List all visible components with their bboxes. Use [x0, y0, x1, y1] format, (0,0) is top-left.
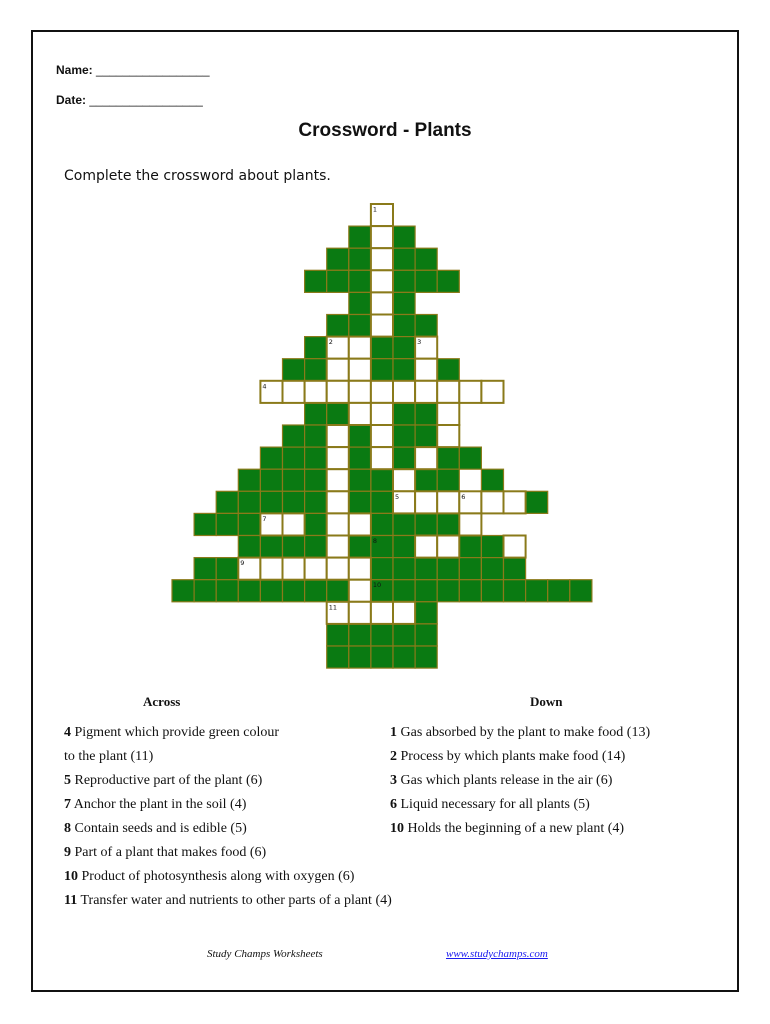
answer-cell[interactable]: [437, 403, 459, 425]
answer-cell[interactable]: [371, 381, 393, 403]
clue-number: 9: [64, 845, 71, 860]
answer-cell[interactable]: [349, 337, 371, 359]
tree-cell: [327, 270, 349, 292]
tree-cell: [570, 580, 592, 602]
tree-cell: [459, 536, 481, 558]
answer-cell[interactable]: [349, 381, 371, 403]
tree-cell: [415, 646, 437, 668]
tree-cell: [194, 513, 216, 535]
tree-cell: [526, 580, 548, 602]
tree-cell: [305, 491, 327, 513]
answer-cell[interactable]: [371, 292, 393, 314]
tree-cell: [371, 558, 393, 580]
tree-cell: [305, 580, 327, 602]
clue-text-continued: to the plant (11): [64, 749, 154, 764]
tree-cell: [393, 337, 415, 359]
answer-cell[interactable]: [349, 359, 371, 381]
clue-number: 3: [390, 773, 397, 788]
answer-cell[interactable]: [437, 425, 459, 447]
tree-cell: [238, 580, 260, 602]
tree-cell: [504, 558, 526, 580]
tree-cell: [283, 469, 305, 491]
answer-cell[interactable]: [371, 403, 393, 425]
tree-cell: [283, 425, 305, 447]
tree-cell: [393, 646, 415, 668]
clue-number-8: 8: [372, 537, 378, 545]
clue-number: 2: [390, 749, 397, 764]
page-title: Crossword - Plants: [298, 120, 472, 141]
tree-cell: [415, 558, 437, 580]
answer-cell[interactable]: [371, 226, 393, 248]
tree-cell: [415, 270, 437, 292]
answer-cell[interactable]: [327, 491, 349, 513]
clue-number-4: 4: [262, 382, 267, 391]
clue-item: [390, 769, 650, 793]
tree-cell: [238, 513, 260, 535]
clue-number: 5: [64, 773, 71, 788]
answer-cell[interactable]: [327, 425, 349, 447]
tree-cell: [371, 469, 393, 491]
clue-text: Process by which plants make food (14): [397, 749, 626, 764]
tree-cell: [393, 248, 415, 270]
answer-cell[interactable]: [305, 381, 327, 403]
tree-cell: [216, 558, 238, 580]
clue-item: [64, 769, 392, 793]
answer-cell[interactable]: [415, 447, 437, 469]
tree-cell: [260, 469, 282, 491]
tree-cell: [283, 447, 305, 469]
answer-cell[interactable]: [283, 513, 305, 535]
tree-cell: [437, 359, 459, 381]
tree-cell: [371, 359, 393, 381]
answer-cell[interactable]: [437, 491, 459, 513]
tree-cell: [305, 337, 327, 359]
answer-cell[interactable]: [481, 381, 503, 403]
clue-text: Pigment which provide green colour: [71, 725, 280, 740]
tree-cell: [194, 580, 216, 602]
tree-cell: [327, 315, 349, 337]
tree-cell: [283, 359, 305, 381]
clue-number-3: 3: [417, 338, 422, 347]
tree-cell: [260, 536, 282, 558]
tree-cell: [459, 447, 481, 469]
answer-cell[interactable]: [260, 558, 282, 580]
tree-cell: [349, 248, 371, 270]
answer-cell[interactable]: [393, 381, 415, 403]
answer-cell[interactable]: [283, 558, 305, 580]
tree-cell: [194, 558, 216, 580]
tree-cell: [283, 491, 305, 513]
clue-number: 10: [390, 821, 404, 836]
tree-cell: [327, 624, 349, 646]
tree-cell: [216, 580, 238, 602]
clue-item: [64, 865, 392, 889]
clue-number: 8: [64, 821, 71, 836]
tree-cell: [238, 491, 260, 513]
tree-cell: [349, 315, 371, 337]
clue-number: 11: [64, 893, 78, 908]
answer-cell[interactable]: [415, 381, 437, 403]
answer-cell[interactable]: [415, 536, 437, 558]
clue-text: Reproductive part of the plant (6): [71, 773, 263, 788]
clue-number-9: 9: [240, 559, 245, 568]
clue-number: 10: [64, 869, 78, 884]
tree-cell: [305, 469, 327, 491]
clue-text: Anchor the plant in the soil (4): [71, 797, 247, 812]
tree-cell: [437, 513, 459, 535]
answer-cell[interactable]: [349, 580, 371, 602]
answer-cell[interactable]: [415, 491, 437, 513]
tree-cell: [216, 491, 238, 513]
clue-item: [390, 721, 650, 745]
tree-cell: [481, 469, 503, 491]
footer-brand: Study Champs Worksheets: [207, 948, 323, 960]
answer-cell[interactable]: [393, 469, 415, 491]
date-blank[interactable]: _________________: [89, 93, 203, 107]
tree-cell: [415, 580, 437, 602]
tree-cell: [283, 580, 305, 602]
tree-cell: [349, 491, 371, 513]
tree-cell: [327, 580, 349, 602]
tree-cell: [481, 558, 503, 580]
clue-item: [64, 721, 392, 745]
tree-cell: [305, 536, 327, 558]
tree-cell: [371, 624, 393, 646]
tree-cell: [327, 248, 349, 270]
clue-number: 1: [390, 725, 397, 740]
answer-cell[interactable]: [393, 602, 415, 624]
answer-cell[interactable]: [305, 558, 327, 580]
answer-cell[interactable]: [327, 381, 349, 403]
tree-cell: [415, 315, 437, 337]
answer-cell[interactable]: [371, 315, 393, 337]
tree-cell: [393, 580, 415, 602]
clue-item: [390, 817, 650, 841]
tree-cell: [349, 270, 371, 292]
name-label: Name:: [56, 63, 93, 77]
clue-number-7: 7: [262, 514, 267, 523]
tree-cell: [437, 558, 459, 580]
footer-link[interactable]: www.studychamps.com: [446, 948, 548, 960]
tree-cell: [172, 580, 194, 602]
tree-cell: [393, 513, 415, 535]
tree-cell: [349, 536, 371, 558]
answer-cell[interactable]: [327, 536, 349, 558]
answer-cell[interactable]: [371, 425, 393, 447]
tree-cell: [305, 403, 327, 425]
answer-cell[interactable]: [504, 491, 526, 513]
tree-cell: [371, 337, 393, 359]
answer-cell[interactable]: [371, 248, 393, 270]
tree-cell: [349, 425, 371, 447]
answer-cell[interactable]: [349, 602, 371, 624]
answer-cell[interactable]: [349, 403, 371, 425]
clue-item: [390, 793, 650, 817]
tree-cell: [305, 425, 327, 447]
tree-cell: [548, 580, 570, 602]
clue-text: Contain seeds and is edible (5): [71, 821, 247, 836]
clue-number-11: 11: [328, 603, 337, 612]
answer-cell[interactable]: [283, 381, 305, 403]
clue-number-1: 1: [372, 205, 378, 214]
tree-cell: [260, 447, 282, 469]
answer-cell[interactable]: [327, 447, 349, 469]
tree-cell: [393, 558, 415, 580]
answer-cell[interactable]: [481, 491, 503, 513]
clue-number-2: 2: [328, 338, 333, 347]
tree-cell: [393, 536, 415, 558]
across-clue-list: [64, 721, 392, 913]
tree-cell: [349, 447, 371, 469]
tree-cell: [415, 425, 437, 447]
tree-cell: [415, 624, 437, 646]
answer-cell[interactable]: [371, 270, 393, 292]
clue-number-10: 10: [372, 581, 382, 590]
clue-item: [390, 745, 650, 769]
tree-cell: [526, 491, 548, 513]
tree-cell: [393, 270, 415, 292]
tree-cell: [393, 403, 415, 425]
clue-text: Liquid necessary for all plants (5): [397, 797, 590, 812]
tree-cell: [393, 425, 415, 447]
tree-cell: [415, 602, 437, 624]
across-heading: Across: [143, 694, 181, 709]
tree-cell: [415, 469, 437, 491]
answer-cell[interactable]: [327, 513, 349, 535]
tree-cell: [349, 624, 371, 646]
tree-cell: [327, 646, 349, 668]
clue-number: 4: [64, 725, 71, 740]
tree-cell: [305, 359, 327, 381]
answer-cell[interactable]: [437, 536, 459, 558]
answer-cell[interactable]: [327, 469, 349, 491]
clue-text: Gas absorbed by the plant to make food (13): [397, 725, 651, 740]
clue-item: [64, 841, 392, 865]
instruction-text: Complete the crossword about plants.: [64, 168, 331, 184]
answer-cell[interactable]: [349, 513, 371, 535]
answer-cell[interactable]: [437, 381, 459, 403]
tree-cell: [238, 536, 260, 558]
down-clue-list: [390, 721, 650, 841]
tree-cell: [459, 558, 481, 580]
tree-cell: [283, 536, 305, 558]
tree-cell: [393, 315, 415, 337]
clue-text: Gas which plants release in the air (6): [397, 773, 613, 788]
tree-cell: [415, 248, 437, 270]
answer-cell[interactable]: [415, 359, 437, 381]
tree-cell: [349, 226, 371, 248]
clue-item: [64, 817, 392, 841]
tree-cell: [393, 292, 415, 314]
clue-text: Transfer water and nutrients to other parts of a plant (4): [77, 893, 392, 908]
tree-cell: [393, 624, 415, 646]
clue-item: [64, 889, 392, 913]
down-heading: Down: [530, 694, 563, 709]
answer-cell[interactable]: [371, 447, 393, 469]
tree-cell: [393, 447, 415, 469]
tree-cell: [327, 403, 349, 425]
tree-cell: [305, 513, 327, 535]
tree-cell: [437, 580, 459, 602]
tree-cell: [393, 359, 415, 381]
date-label: Date:: [56, 93, 87, 107]
clue-number: 6: [390, 797, 397, 812]
answer-cell[interactable]: [504, 536, 526, 558]
tree-cell: [504, 580, 526, 602]
tree-cell: [371, 646, 393, 668]
answer-cell[interactable]: [349, 558, 371, 580]
tree-cell: [260, 491, 282, 513]
tree-cell: [415, 513, 437, 535]
clue-text: Part of a plant that makes food (6): [71, 845, 267, 860]
name-blank[interactable]: _________________: [96, 63, 210, 77]
clue-text: Product of photosynthesis along with oxygen (6): [78, 869, 355, 884]
tree-cell: [349, 469, 371, 491]
tree-cell: [437, 270, 459, 292]
answer-cell[interactable]: [459, 513, 481, 535]
tree-cell: [459, 580, 481, 602]
tree-cell: [349, 292, 371, 314]
tree-cell: [437, 447, 459, 469]
tree-cell: [481, 536, 503, 558]
answer-cell[interactable]: [459, 381, 481, 403]
tree-cell: [415, 403, 437, 425]
clue-text: Holds the beginning of a new plant (4): [404, 821, 625, 836]
answer-cell[interactable]: [327, 558, 349, 580]
tree-cell: [371, 513, 393, 535]
tree-cell: [305, 270, 327, 292]
tree-cell: [481, 580, 503, 602]
tree-cell: [393, 226, 415, 248]
answer-cell[interactable]: [371, 602, 393, 624]
tree-cell: [349, 646, 371, 668]
clue-item: [64, 793, 392, 817]
tree-cell: [238, 469, 260, 491]
tree-cell: [371, 491, 393, 513]
clue-number-5: 5: [395, 492, 400, 501]
tree-cell: [260, 580, 282, 602]
answer-cell[interactable]: [327, 359, 349, 381]
tree-cell: [437, 469, 459, 491]
clue-number: 7: [64, 797, 71, 812]
clue-number-6: 6: [461, 492, 466, 501]
tree-cell: [305, 447, 327, 469]
tree-cell: [216, 513, 238, 535]
